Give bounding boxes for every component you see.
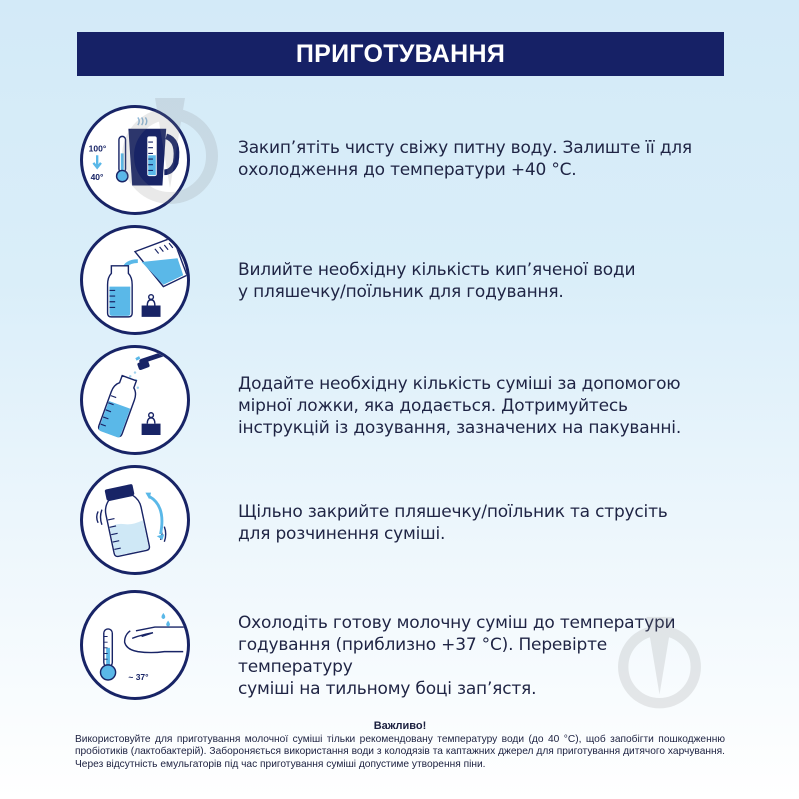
step-3-instructions [238, 373, 718, 439]
text-line: у пляшечку/поїльник для годування. [238, 282, 564, 302]
shake-bottle-icon [80, 465, 190, 575]
target-temp-label: 40° [90, 171, 104, 182]
watermark-icon [115, 88, 225, 208]
text-line: суміші на тильному боці зап’ястя. [238, 679, 537, 699]
text-line: Додайте необхідну кількість суміші за допомогою [238, 374, 681, 394]
text-line: для розчинення суміші. [238, 524, 446, 544]
wrist-test-thermometer-icon [80, 590, 190, 700]
body-temp-label: ~ 37° [128, 671, 149, 682]
text-line: годування (приблизно +37 °C). Перевірте температуру [238, 635, 608, 677]
note-title: Важливо! [373, 720, 427, 732]
text-line: Закип’ятіть чисту свіжу питну воду. Залиште її для [238, 138, 692, 158]
step-2-instructions [238, 259, 718, 303]
important-note [75, 720, 725, 771]
text-line: інструкцій із дозування, зазначених на пакуванні. [238, 418, 682, 438]
step-1-instructions [238, 137, 718, 181]
watermark-icon [612, 605, 707, 715]
text-line: охолодження до температури +40 °C. [238, 160, 577, 180]
start-temp-label: 100° [88, 143, 107, 154]
text-line: Щільно закрийте пляшечку/поїльник та струсіть [238, 502, 668, 522]
pour-water-into-bottle-icon [80, 225, 190, 335]
text-line: Охолодіть готову молочну суміш до температури [238, 613, 676, 633]
note-body: Використовуйте для приготування молочної суміші тільки рекомендовану температуру води (до 40 °C), щоб запобігти пошкодженню пробіотиків (лактобактерій). Забороняється використання води з колодязів та каптажних джерел для приготування дитячого харчування. Через відсутність емульгаторів під час приготування суміші допустиме утворення піни. [75, 733, 725, 770]
step-4-instructions [238, 501, 718, 545]
text-line: Вилийте необхідну кількість кип’яченої води [238, 260, 636, 280]
add-formula-scoop-icon [80, 345, 190, 455]
text-line: мірної ложки, яка додається. Дотримуйтесь [238, 396, 628, 416]
page-header-banner [77, 32, 724, 76]
page-title: ПРИГОТУВАННЯ [295, 39, 506, 68]
